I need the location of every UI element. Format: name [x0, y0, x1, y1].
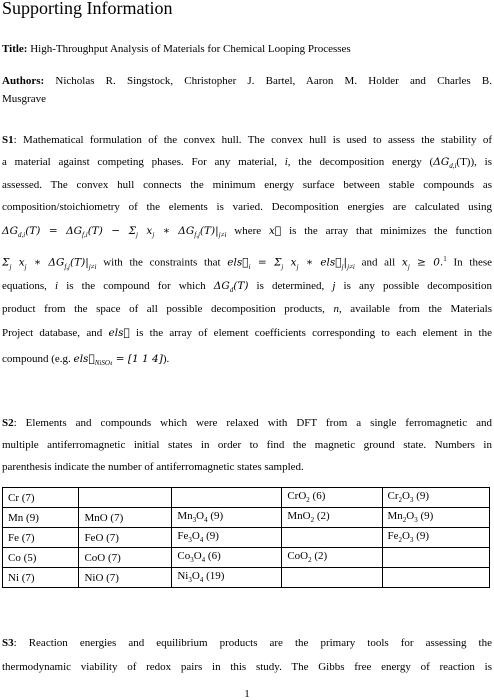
s1-line-4: composition/stoichiometry of the elements is varied. Decomposition energies are calculated using	[2, 201, 492, 213]
s3-line-1: S3: Reaction energies and equilibrium products are the primary tools for assessing the	[2, 637, 492, 649]
citation-marker: 1	[443, 255, 447, 263]
s1-label: S1	[2, 134, 14, 146]
table-cell: Mn (9)	[3, 508, 79, 528]
paper-title: High-Throughput Analysis of Materials for Chemical Looping Processes	[30, 43, 351, 55]
s3-line-2: thermodynamic viability of redox pairs in this study. The Gibbs free energy of reaction is	[2, 661, 492, 673]
magnetic-states-table	[2, 487, 490, 588]
table-cell: $Cr_2O_3$ (9)	[382, 488, 489, 508]
s1-line-7: equations, i is the compound for which $\Delta G_d(T)$ is determined, j is any possible decomposition	[2, 280, 492, 295]
table-cell: $Co_3O_4$ (6)	[172, 548, 282, 568]
table-cell: $Mn_2O_3$ (9)	[382, 508, 489, 528]
table-row	[3, 488, 490, 508]
table-cell: CrO$_2$ (6)	[282, 488, 382, 508]
s2-line-1: S2: Elements and compounds which were relaxed with DFT from a single ferromagnetic and	[2, 417, 492, 429]
table-row	[3, 568, 490, 588]
authors-line-2: Musgrave	[2, 93, 46, 105]
table-cell: $Fe_3O_4$ (9)	[172, 528, 282, 548]
authors-line	[2, 74, 492, 88]
table-cell: $Fe_2O_3$ (9)	[382, 528, 489, 548]
table-cell	[282, 568, 382, 588]
table-cell: CoO$_2$ (2)	[282, 548, 382, 568]
s2-line-3: parenthesis indicate the number of antiferromagnetic states sampled.	[2, 461, 304, 473]
table-cell: Fe (7)	[3, 528, 79, 548]
table-row	[3, 528, 490, 548]
table-cell: MnO (7)	[79, 508, 172, 528]
authors-label: Authors:	[2, 75, 45, 87]
table-cell: Cr (7)	[3, 488, 79, 508]
s1-line-10: compound (e.g. $els⃗_{NiSO4} = [1$ 1 4]).	[2, 353, 170, 368]
s1-line-9: Project database, and els⃗ is the array of element coefficients corresponding to each element in the	[2, 327, 492, 339]
s2-label: S2	[2, 417, 14, 429]
table-cell: MnO$_2$ (2)	[282, 508, 382, 528]
table-row	[3, 508, 490, 528]
s1-line-2: a material against competing phases. For any material, i, the decomposition energy $(\Delta G_{d,i}(T))$, is	[2, 156, 492, 171]
table-cell	[79, 488, 172, 508]
table-cell: NiO (7)	[79, 568, 172, 588]
s1-line-1: S1: Mathematical formulation of the convex hull. The convex hull is used to assess the stability of	[2, 134, 492, 146]
table-cell: Ni (7)	[3, 568, 79, 588]
page-title: Supporting Information	[2, 0, 173, 18]
title-label: Title:	[2, 43, 28, 55]
table-cell	[172, 488, 282, 508]
s2-line-2: multiple antiferromagnetic initial states in order to find the magnetic ground state. Numbers in	[2, 439, 492, 451]
table-cell: FeO (7)	[79, 528, 172, 548]
table-cell: $Mn_3O_4$ (9)	[172, 508, 282, 528]
s1-line-3: assessed. The convex hull connects the minimum energy surface between stable compounds as	[2, 179, 492, 191]
table-cell	[382, 568, 489, 588]
table-cell: Co (5)	[3, 548, 79, 568]
s1-line-8: product from the space of all possible decomposition products, n, available from the Materials	[2, 303, 492, 315]
paper-title-line	[2, 42, 351, 56]
table-row	[3, 548, 490, 568]
s1-line-5: $\Delta G_{d,i}(T) = \Delta G_{f,i}(T) - \Sigma_j$ $x_j$ ∗ $\Delta G_{f,j}(T)|_{j\ne i}$ where x⃗ is the array that minimizes the function	[2, 225, 492, 240]
s1-line-6: $\Sigma_j$ $x_j$ ∗ $\Delta G_{f,j}(T)|_{j\ne i}$ with the constraints that $els⃗_i = \Sigma_j$ $x_j$ ∗ $els⃗_j|_{j\ne i}$ and all $x_j \ge 0.^1$ In these	[2, 255, 492, 271]
table-cell	[382, 548, 489, 568]
table-cell	[282, 528, 382, 548]
s3-label: S3	[2, 637, 14, 649]
table-cell: $Ni_3O_4$ (19)	[172, 568, 282, 588]
table-cell: CoO (7)	[79, 548, 172, 568]
page-number: 1	[244, 688, 250, 700]
authors-text: Nicholas R. Singstock, Christopher J. Bartel, Aaron M. Holder and Charles B.	[55, 75, 492, 87]
